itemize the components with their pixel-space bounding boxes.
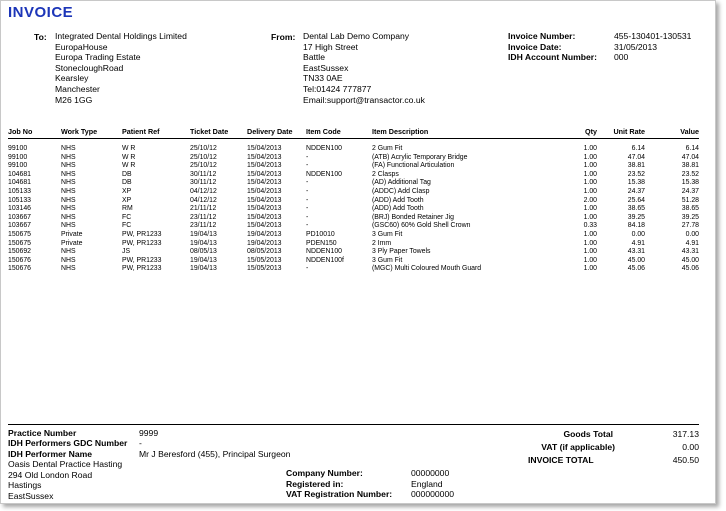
cell-delivery-date: 15/05/2013 (247, 265, 282, 273)
from-address (303, 31, 425, 105)
col-header-patient-ref: Patient Ref (122, 127, 160, 136)
vat-label: VAT (if applicable) (541, 442, 615, 452)
cell-qty: 2.00 (583, 196, 597, 204)
idh-account-label: IDH Account Number: (508, 52, 597, 63)
cell-patient-ref: W R (122, 153, 136, 161)
from-line: Tel:01424 777877 (303, 83, 372, 94)
cell-patient-ref: XP (122, 196, 132, 204)
invoice-meta (508, 31, 597, 63)
cell-item-description: (ADD) Add Tooth (372, 205, 424, 213)
cell-ticket-date: 19/04/13 (190, 231, 217, 238)
cell-value: 15.38 (681, 179, 699, 187)
cell-delivery-date: 15/04/2013 (247, 145, 282, 152)
table-row (1, 222, 717, 231)
to-line: Kearsley (55, 73, 89, 84)
cell-item-description: 3 Gum Fit (372, 231, 403, 238)
cell-job-no: 105133 (8, 188, 31, 195)
cell-delivery-date: 15/04/2013 (247, 162, 282, 170)
cell-item-description: (BRJ) Bonded Retainer Jig (372, 213, 454, 221)
cell-job-no: 103667 (8, 213, 31, 221)
cell-item-description: 3 Ply Paper Towels (372, 248, 431, 256)
col-header-item-code: Item Code (306, 127, 341, 136)
cell-ticket-date: 19/04/13 (190, 256, 217, 264)
cell-patient-ref: PW, PR1233 (122, 256, 162, 264)
cell-ticket-date: 19/04/13 (190, 239, 217, 247)
col-header-ticket-date: Ticket Date (190, 127, 229, 136)
cell-delivery-date: 19/04/2013 (247, 239, 282, 247)
cell-item-code: PD10010 (306, 231, 335, 238)
cell-work-type: NHS (61, 153, 76, 161)
cell-work-type: NHS (61, 205, 76, 213)
cell-job-no: 150676 (8, 265, 31, 273)
cell-item-description: (MGC) Multi Coloured Mouth Guard (372, 265, 482, 273)
cell-value: 38.65 (681, 205, 699, 213)
cell-job-no: 103146 (8, 205, 31, 213)
cell-item-code: - (306, 213, 309, 221)
cell-patient-ref: PW, PR1233 (122, 265, 162, 273)
cell-qty: 1.00 (583, 213, 597, 221)
cell-value: 39.25 (681, 213, 699, 221)
cell-qty: 1.00 (583, 145, 597, 152)
table-row (1, 265, 717, 274)
performer-name-label: IDH Performer Name (8, 449, 93, 459)
cell-item-description: (GSC60) 60% Gold Shell Crown (372, 222, 471, 230)
cell-work-type: Private (61, 231, 83, 238)
cell-work-type: NHS (61, 188, 76, 195)
cell-delivery-date: 15/04/2013 (247, 170, 282, 178)
cell-work-type: NHS (61, 145, 76, 152)
cell-patient-ref: DB (122, 170, 132, 178)
from-line: EastSussex (303, 62, 349, 73)
vat-value: 0.00 (682, 442, 699, 452)
cell-value: 6.14 (685, 145, 699, 152)
cell-unit-rate: 15.38 (627, 179, 645, 187)
col-header-job-no: Job No (8, 127, 33, 136)
cell-ticket-date: 23/11/12 (190, 213, 217, 221)
gdc-number-label: IDH Performers GDC Number (8, 438, 128, 448)
invoice-meta-values (614, 31, 691, 63)
cell-unit-rate: 25.64 (627, 196, 645, 204)
cell-value: 45.00 (681, 256, 699, 264)
cell-patient-ref: RM (122, 205, 133, 213)
invoice-title: INVOICE (8, 4, 74, 21)
cell-qty: 0.33 (583, 222, 597, 230)
cell-item-description: 2 Gum Fit (372, 145, 403, 152)
cell-work-type: NHS (61, 170, 76, 178)
cell-unit-rate: 6.14 (631, 145, 645, 152)
cell-patient-ref: W R (122, 162, 136, 170)
invoice-number-label: Invoice Number: (508, 31, 576, 41)
cell-unit-rate: 45.06 (627, 265, 645, 273)
to-line: EuropaHouse (55, 41, 108, 52)
cell-item-code: - (306, 205, 309, 213)
to-line: StonecloughRoad (55, 62, 124, 73)
cell-item-description: 3 Gum Fit (372, 256, 403, 264)
cell-delivery-date: 15/04/2013 (247, 188, 282, 195)
from-label: From: (271, 32, 296, 42)
cell-item-code: - (306, 222, 309, 230)
invoice-total-value: 450.50 (672, 455, 699, 465)
cell-patient-ref: FC (122, 213, 132, 221)
table-row (1, 214, 717, 223)
from-line: Dental Lab Demo Company (303, 31, 410, 41)
table-header (1, 127, 717, 137)
cell-work-type: NHS (61, 248, 76, 256)
company-number-value: 00000000 (411, 468, 450, 478)
cell-patient-ref: DB (122, 179, 132, 187)
cell-job-no: 104681 (8, 179, 31, 187)
to-line: Europa Trading Estate (55, 52, 141, 63)
practice-number-value: 9999 (139, 428, 159, 438)
cell-job-no: 99100 (8, 162, 28, 170)
cell-work-type: NHS (61, 162, 76, 170)
cell-patient-ref: FC (122, 222, 132, 230)
registered-in-value: England (411, 479, 443, 489)
cell-ticket-date: 23/11/12 (190, 222, 217, 230)
performer-name-value: Mr J Beresford (455), Principal Surgeon (139, 449, 291, 459)
cell-qty: 1.00 (583, 239, 597, 247)
table-row (1, 240, 717, 249)
cell-qty: 1.00 (583, 265, 597, 273)
cell-item-code: NDDEN100f (306, 256, 344, 264)
from-line: Email:support@transactor.co.uk (303, 94, 425, 105)
cell-unit-rate: 39.25 (627, 213, 645, 221)
practice-address-line: 294 Old London Road (8, 469, 93, 480)
cell-delivery-date: 15/04/2013 (247, 205, 282, 213)
cell-qty: 1.00 (583, 248, 597, 256)
invoice-date-value: 31/05/2013 (614, 41, 658, 52)
col-header-work-type: Work Type (61, 127, 98, 136)
to-label: To: (34, 32, 47, 42)
cell-ticket-date: 25/10/12 (190, 145, 217, 152)
cell-job-no: 99100 (8, 153, 28, 161)
cell-unit-rate: 0.00 (631, 231, 645, 238)
cell-qty: 1.00 (583, 256, 597, 264)
table-row (1, 248, 717, 257)
cell-unit-rate: 84.18 (627, 222, 645, 230)
table-row (1, 231, 717, 240)
cell-unit-rate: 38.65 (627, 205, 645, 213)
cell-ticket-date: 19/04/13 (190, 265, 217, 273)
cell-item-code: - (306, 153, 309, 161)
cell-job-no: 150676 (8, 256, 31, 264)
cell-work-type: Private (61, 239, 83, 247)
gdc-number-value: - (139, 438, 142, 448)
cell-value: 4.91 (685, 239, 699, 247)
cell-work-type: NHS (61, 196, 76, 204)
cell-value: 45.06 (681, 265, 699, 273)
cell-unit-rate: 23.52 (627, 170, 645, 178)
idh-account-value: 000 (614, 52, 629, 63)
goods-total-label: Goods Total (563, 429, 613, 439)
cell-qty: 1.00 (583, 188, 597, 195)
cell-ticket-date: 30/11/12 (190, 179, 217, 187)
cell-item-description: 2 Imm (372, 239, 392, 247)
cell-work-type: NHS (61, 256, 76, 264)
practice-number-label: Practice Number (8, 428, 77, 438)
cell-qty: 1.00 (583, 162, 597, 170)
cell-job-no: 150675 (8, 239, 31, 247)
practice-address-line: Hastings (8, 480, 42, 491)
cell-item-code: NDDEN100 (306, 248, 342, 256)
cell-item-code: - (306, 196, 309, 204)
to-line: Integrated Dental Holdings Limited (55, 31, 187, 41)
cell-unit-rate: 47.04 (627, 153, 645, 161)
cell-unit-rate: 24.37 (627, 188, 645, 195)
cell-item-code: PDEN150 (306, 239, 337, 247)
cell-patient-ref: PW, PR1233 (122, 239, 162, 247)
table-row (1, 179, 717, 188)
cell-work-type: NHS (61, 265, 76, 273)
cell-patient-ref: PW, PR1233 (122, 231, 162, 238)
cell-value: 27.78 (681, 222, 699, 230)
cell-ticket-date: 30/11/12 (190, 170, 217, 178)
cell-item-description: (AD) Additional Tag (372, 179, 431, 187)
cell-delivery-date: 15/04/2013 (247, 179, 282, 187)
table-row (1, 171, 717, 180)
cell-job-no: 150692 (8, 248, 31, 256)
invoice-date-label: Invoice Date: (508, 41, 562, 52)
registered-in-label: Registered in: (286, 479, 344, 489)
cell-item-code: - (306, 188, 309, 195)
cell-item-description: (ADD) Add Tooth (372, 196, 424, 204)
cell-value: 43.31 (681, 248, 699, 256)
practice-address-line: Oasis Dental Practice Hasting (8, 459, 123, 469)
cell-value: 38.81 (681, 162, 699, 170)
cell-work-type: NHS (61, 179, 76, 187)
col-header-unit-rate: Unit Rate (613, 127, 645, 136)
from-line: Battle (303, 52, 325, 63)
cell-patient-ref: JS (122, 248, 131, 256)
cell-delivery-date: 15/04/2013 (247, 213, 282, 221)
cell-value: 51.28 (681, 196, 699, 204)
table-row (1, 197, 717, 206)
cell-job-no: 104681 (8, 170, 31, 178)
from-line: TN33 0AE (303, 73, 343, 84)
table-header-rule (8, 138, 699, 139)
cell-ticket-date: 21/11/12 (190, 205, 217, 213)
cell-job-no: 150675 (8, 231, 31, 238)
cell-item-code: - (306, 179, 309, 187)
cell-unit-rate: 38.81 (627, 162, 645, 170)
cell-patient-ref: W R (122, 145, 136, 152)
table-body (1, 145, 717, 285)
practice-address-line: EastSussex (8, 490, 54, 501)
col-header-value: Value (680, 127, 699, 136)
to-line: Manchester (55, 83, 100, 94)
cell-delivery-date: 15/04/2013 (247, 196, 282, 204)
to-address (55, 31, 187, 105)
cell-qty: 1.00 (583, 179, 597, 187)
cell-item-code: NDDEN100 (306, 170, 342, 178)
cell-value: 23.52 (681, 170, 699, 178)
cell-unit-rate: 43.31 (627, 248, 645, 256)
cell-qty: 1.00 (583, 231, 597, 238)
cell-value: 47.04 (681, 153, 699, 161)
cell-delivery-date: 19/04/2013 (247, 231, 282, 238)
table-row (1, 257, 717, 266)
cell-value: 24.37 (681, 188, 699, 195)
cell-work-type: NHS (61, 222, 76, 230)
cell-item-description: 2 Clasps (372, 170, 399, 178)
cell-job-no: 99100 (8, 145, 28, 152)
table-row (1, 205, 717, 214)
cell-item-description: (FA) Functional Articulation (372, 162, 455, 170)
cell-delivery-date: 15/05/2013 (247, 256, 282, 264)
footer-rule (8, 424, 699, 425)
invoice-total-label: INVOICE TOTAL (528, 455, 594, 465)
vat-registration-value: 000000000 (411, 489, 455, 499)
from-line: 17 High Street (303, 41, 358, 52)
cell-unit-rate: 4.91 (631, 239, 645, 247)
cell-ticket-date: 08/05/13 (190, 248, 217, 256)
col-header-delivery-date: Delivery Date (247, 127, 293, 136)
table-row (1, 188, 717, 197)
table-row (1, 145, 717, 154)
cell-work-type: NHS (61, 213, 76, 221)
invoice-number-value: 455-130401-130531 (614, 31, 692, 41)
cell-item-code: NDDEN100 (306, 145, 342, 152)
cell-ticket-date: 25/10/12 (190, 162, 217, 170)
cell-item-code: - (306, 162, 309, 170)
cell-delivery-date: 15/04/2013 (247, 222, 282, 230)
cell-ticket-date: 04/12/12 (190, 196, 217, 204)
practice-address (8, 459, 122, 501)
cell-qty: 1.00 (583, 153, 597, 161)
cell-delivery-date: 15/04/2013 (247, 153, 282, 161)
goods-total-value: 317.13 (672, 429, 699, 439)
col-header-item-description: Item Description (372, 127, 429, 136)
cell-item-description: (ADDC) Add Clasp (372, 188, 430, 195)
cell-patient-ref: XP (122, 188, 132, 195)
table-row (1, 162, 717, 171)
cell-qty: 1.00 (583, 170, 597, 178)
cell-delivery-date: 08/05/2013 (247, 248, 282, 256)
cell-job-no: 103667 (8, 222, 31, 230)
cell-item-description: (ATB) Acrylic Temporary Bridge (372, 153, 468, 161)
cell-ticket-date: 04/12/12 (190, 188, 217, 195)
cell-qty: 1.00 (583, 205, 597, 213)
cell-unit-rate: 45.00 (627, 256, 645, 264)
vat-registration-label: VAT Registration Number: (286, 489, 393, 499)
col-header-qty: Qty (585, 127, 597, 136)
cell-value: 0.00 (685, 231, 699, 238)
cell-ticket-date: 25/10/12 (190, 153, 217, 161)
cell-item-code: - (306, 265, 309, 273)
to-line: M26 1GG (55, 94, 93, 105)
table-row (1, 154, 717, 163)
cell-job-no: 105133 (8, 196, 31, 204)
company-number-label: Company Number: (286, 468, 363, 478)
